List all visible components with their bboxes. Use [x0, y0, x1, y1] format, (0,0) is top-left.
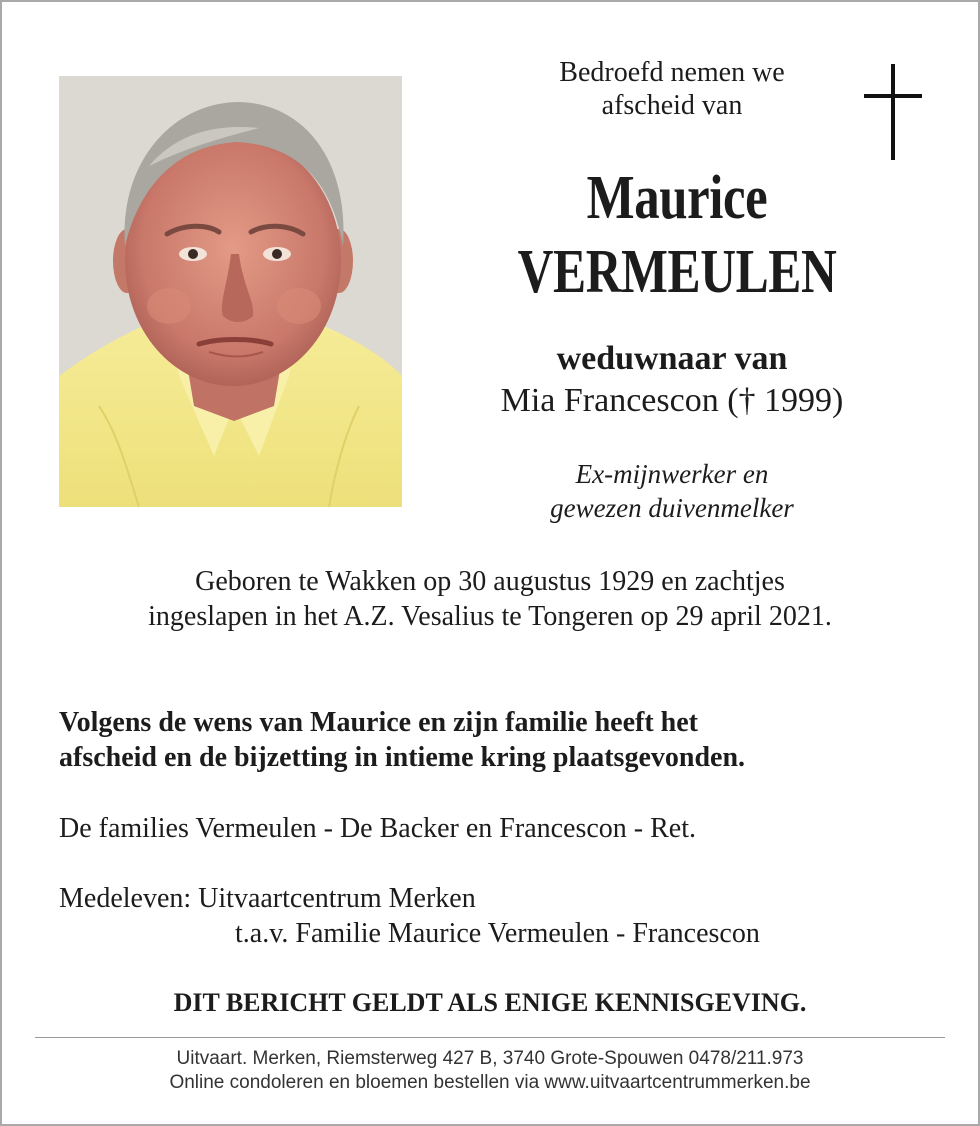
deceased-first-name: Maurice: [586, 164, 768, 232]
occupation-line-2: gewezen duivenmelker: [550, 493, 794, 523]
condolence-line-2: t.a.v. Familie Maurice Vermeulen - Francescon: [235, 918, 760, 949]
birth-death-line-2: ingeslapen in het A.Z. Vesalius te Tongeren op 29 april 2021.: [148, 601, 832, 632]
spouse-info: [422, 338, 922, 422]
wish-line-1: Volgens de wens van Maurice en zijn familie heeft het: [59, 707, 698, 738]
condolence-line-1: Medeleven: Uitvaartcentrum Merken: [59, 883, 476, 914]
wish-statement: [59, 705, 959, 775]
birth-death-info: [2, 564, 978, 634]
portrait-photo: [59, 76, 402, 507]
intro-line-1: Bedroefd nemen we: [559, 57, 785, 88]
notice-text: DIT BERICHT GELDT ALS ENIGE KENNISGEVING.: [173, 988, 807, 1017]
spouse-line-1: weduwnaar van: [556, 340, 788, 377]
footer-line-2: Online condoleren en bloemen bestellen via www.uitvaartcentrummerken.be: [169, 1072, 811, 1093]
occupation-info: [422, 457, 922, 525]
spouse-line-2: Mia Francescon († 1999): [500, 382, 844, 419]
intro-text: [422, 56, 922, 122]
wish-line-2: afscheid en de bijzetting in intieme kring plaatsgevonden.: [59, 742, 746, 773]
portrait-illustration: [59, 76, 402, 507]
occupation-line-1: Ex-mijnwerker en: [575, 459, 769, 489]
footer-line-1: Uitvaart. Merken, Riemsterweg 427 B, 3740 Grote-Spouwen 0478/211.973: [176, 1048, 804, 1069]
condolence-address: [59, 881, 959, 951]
birth-death-line-1: Geboren te Wakken op 30 augustus 1929 en zachtjes: [195, 566, 785, 597]
footer: [35, 1047, 945, 1095]
families-line: De families Vermeulen - De Backer en Francescon - Ret.: [59, 813, 697, 844]
deceased-last-name: VERMEULEN: [517, 238, 837, 306]
footer-divider: [35, 1037, 945, 1038]
intro-line-2: afscheid van: [601, 90, 743, 121]
